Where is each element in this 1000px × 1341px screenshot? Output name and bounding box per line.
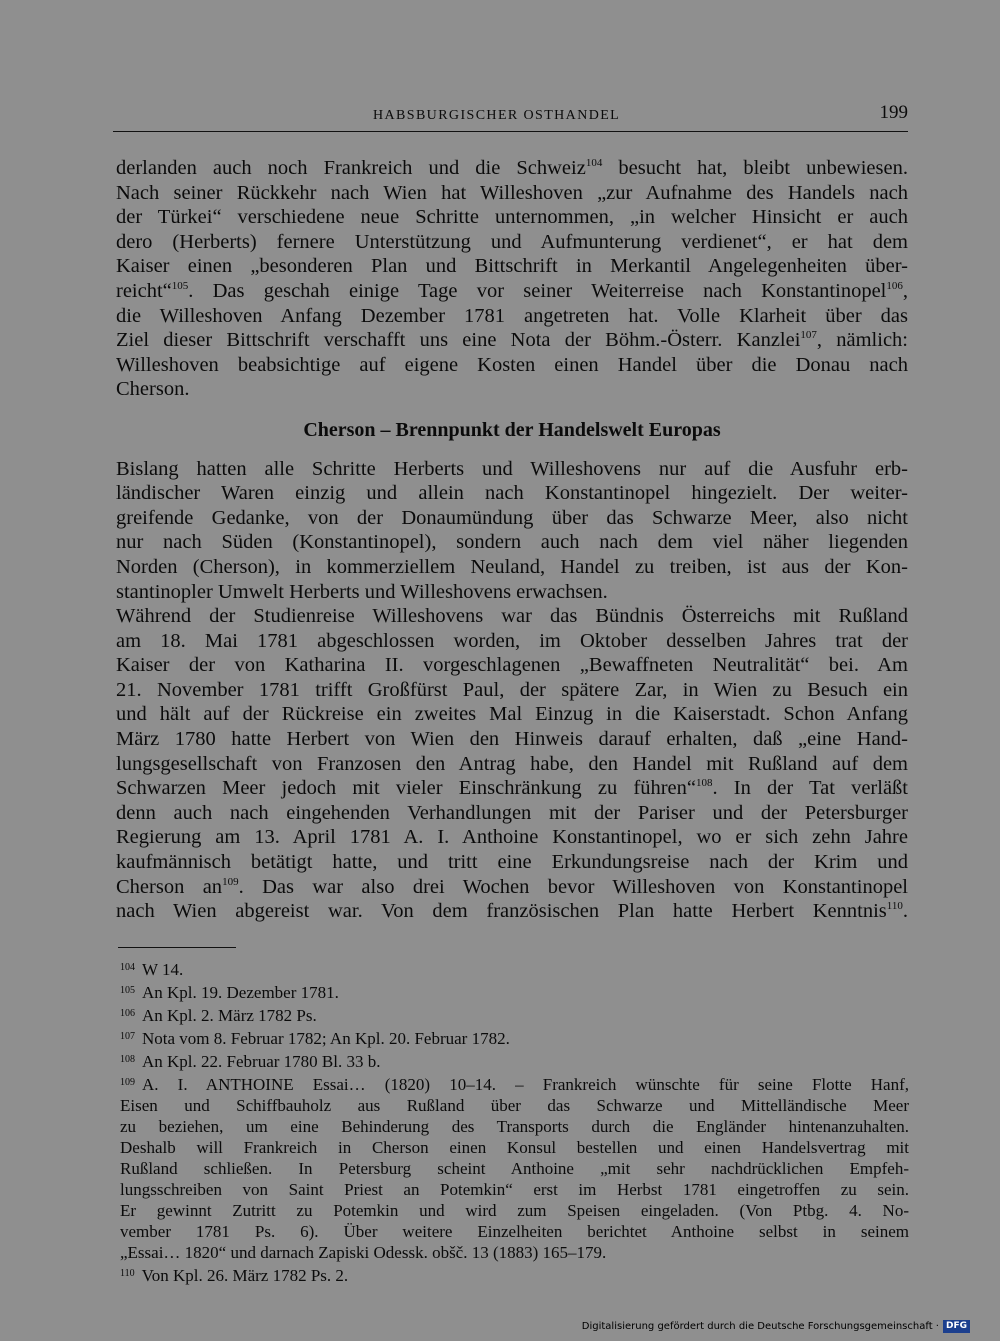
footnote [120,1263,909,1286]
footnote-text: An Kpl. 22. Februar 1780 Bl. 33 b. [142,1052,381,1071]
footnote-number: 108 [120,1054,135,1065]
text-line: greifende Gedanke, von der Donaumündung über das Schwarze Meer, also nicht [116,506,908,529]
text-line: Während der Studienreise Willeshovens war das Bündnis Österreichs mit Rußland [116,605,908,628]
footnote-number: 104 [120,962,135,973]
digitization-credit [582,1320,970,1333]
footnote-number: 106 [120,1008,135,1019]
footnote-ref: 110 [886,900,903,913]
paragraph-1 [116,156,908,402]
text-line: dero (Herberts) fernere Unterstützung und Aufmunterung verdienet“, er hat dem [116,230,908,253]
footnote-line: Eisen und Schiffbauholz aus Rußland über das Schwarze und Mittelländische Meer [120,1096,909,1115]
footnote-ref: 104 [585,157,603,169]
header-rule [113,131,908,132]
footnote-line: $^{109}$ A. I. ANTHOINE Essai… (1820) 10–14. – Frankreich wünschte für seine Flotte Hanf, [120,1075,909,1094]
text-line: Cherson $an^{109}$. Das war also drei Wochen bevor Willeshoven von Konstantinopel [116,875,908,898]
footnote-line: vember 1781 Ps. 6). Über weitere Einzelheiten berichtet Anthoine selbst in seinem [120,1222,909,1241]
footnote-line: „Essai… 1820“ und darnach Zapiski Odessk. obšč. 13 (1883) 165–179. [120,1243,607,1262]
text-line: 21. November 1781 trifft Großfürst Paul, der spätere Zar, in Wien zu Besuch ein [116,678,908,701]
footnote-text: W 14. [142,960,184,979]
footnote-text: An Kpl. 2. März 1782 Ps. [142,1006,317,1025]
running-title: HABSBURGISCHER OSTHANDEL [373,108,621,123]
footnote-line: lungsschreiben von Saint Priest an Potemkin“ erst im Herbst 1781 eingetroffen zu sein. [120,1180,909,1199]
text-line: kaufmännisch betätigt hatte, und tritt eine Erkundungsreise nach der Krim und [116,851,908,874]
footnote-ref: 107 [800,329,817,342]
footnote-line: Rußland schließen. In Petersburg scheint Anthoine „mit sehr nachdrücklichen Empfeh- [120,1159,909,1178]
text-line: Regierung am 13. April 1781 A. I. Anthoine Konstantinopel, wo er sich zehn Jahre [116,826,908,849]
footnote-text: An Kpl. 19. Dezember 1781. [142,983,339,1002]
text-line: Bislang hatten alle Schritte Herberts und Willeshovens nur auf die Ausfuhr erb- [116,457,908,480]
section-heading: Cherson – Brennpunkt der Handelswelt Europas [303,418,721,441]
footnote-number: 105 [120,985,135,996]
footnote [120,980,909,1003]
footnote-line: zu beziehen, um eine Behinderung des Transports durch die Engländer hintenanzuhalten. [120,1117,909,1136]
footnote [120,1026,909,1049]
footnote-number: 110 [120,1268,135,1279]
footnote [120,1003,909,1026]
text-line: lungsgesellschaft von Franzosen den Antrag habe, den Handel mit Rußland auf dem [116,752,908,775]
footnote-ref: 109 [222,875,239,888]
paragraph-2 [116,457,908,605]
text-line: Cherson. [116,378,190,401]
footnote-number: 109 [120,1077,135,1088]
text-line: denn auch nach eingehenden Verhandlungen mit der Pariser und der Petersburger [116,801,908,824]
dfg-logo: DFG [943,1320,970,1333]
footnote-line: Deshalb will Frankreich in Cherson einen Konsul bestellen und einen Handelsvertrag mit [120,1138,909,1157]
text-line: am 18. Mai 1781 abgeschlossen worden, im Oktober desselben Jahres trat der [116,629,908,652]
body-text [116,156,908,924]
footnote-number: 107 [120,1031,135,1042]
footnotes [120,957,909,1286]
text-line: Kaiser einen „besonderen Plan und Bittschrift in Merkantil Angelegenheiten über- [116,255,908,278]
credit-text: Digitalisierung gefördert durch die Deutsche Forschungsgemeinschaft · [581,1321,939,1332]
text-line: Ziel dieser Bittschrift verschafft uns eine Nota der Böhm.-Österr. Kanzlei$^{107}$, nämlich: [116,329,908,352]
text-line: der Türkei“ verschiedene neue Schritte unternommen, „in welcher Hinsicht er auch [116,206,908,229]
footnote-ref: 108 [695,777,713,790]
footnote-text: Von Kpl. 26. März 1782 Ps. 2. [141,1266,349,1285]
footnote [120,1049,909,1072]
footnote-ref: 105 [171,279,189,292]
text-line: Norden (Cherson), in kommerziellem Neuland, Handel zu treiben, ist aus der Kon- [116,555,908,578]
footnote-ref: 106 [886,279,903,292]
footnote [120,957,909,980]
text-line: Schwarzen Meer jedoch mit vieler Einschränkung zu führen“$^{108}$. In der Tat verläßt [116,777,908,800]
page-number: 199 [879,102,908,123]
text-line: reicht“$^{105}$. Das geschah einige Tage vor seiner Weiterreise nach Konstantinopel$^{106}$, [116,279,908,302]
footnote [120,1072,909,1263]
text-line: nur nach Süden (Konstantinopel), sondern auch nach dem viel näher liegenden [116,531,908,554]
footnote-rule [118,947,236,948]
text-line: und hält auf der Rückreise ein zweites Mal Einzug in die Kaiserstadt. Schon Anfang [116,703,908,726]
text-line: derlanden auch noch Frankreich und die Schweiz$^{104}$ besucht hat, bleibt unbewiesen. [116,157,908,179]
text-line: nach Wien abgereist war. Von dem französischen Plan hatte Herbert Kenntnis$^{110}$. [116,900,908,923]
text-line: Kaiser der von Katharina II. vorgeschlagenen „Bewaffneten Neutralität“ bei. Am [116,654,908,677]
footnote-line: Er gewinnt Zutritt zu Potemkin und wird zum Speisen eingeladen. (Von Ptbg. 4. No- [120,1201,909,1220]
text-line: stantinopler Umwelt Herberts und Willeshovens erwachsen. [116,580,608,603]
text-line: die Willeshoven Anfang Dezember 1781 angetreten hat. Volle Klarheit über das [116,304,908,327]
running-head [113,100,908,130]
text-line: ländischer Waren einzig und allein nach Konstantinopel hingezielt. Der weiter- [116,482,908,505]
paragraph-3 [116,604,908,924]
footnote-text: Nota vom 8. Februar 1782; An Kpl. 20. Februar 1782. [142,1029,510,1048]
text-line: Nach seiner Rückkehr nach Wien hat Willeshoven „zur Aufnahme des Handels nach [116,181,908,204]
text-line: März 1780 hatte Herbert von Wien den Hinweis darauf erhalten, daß „eine Hand- [116,728,908,751]
text-line: Willeshoven beabsichtige auf eigene Kosten einen Handel über die Donau nach [116,353,908,376]
